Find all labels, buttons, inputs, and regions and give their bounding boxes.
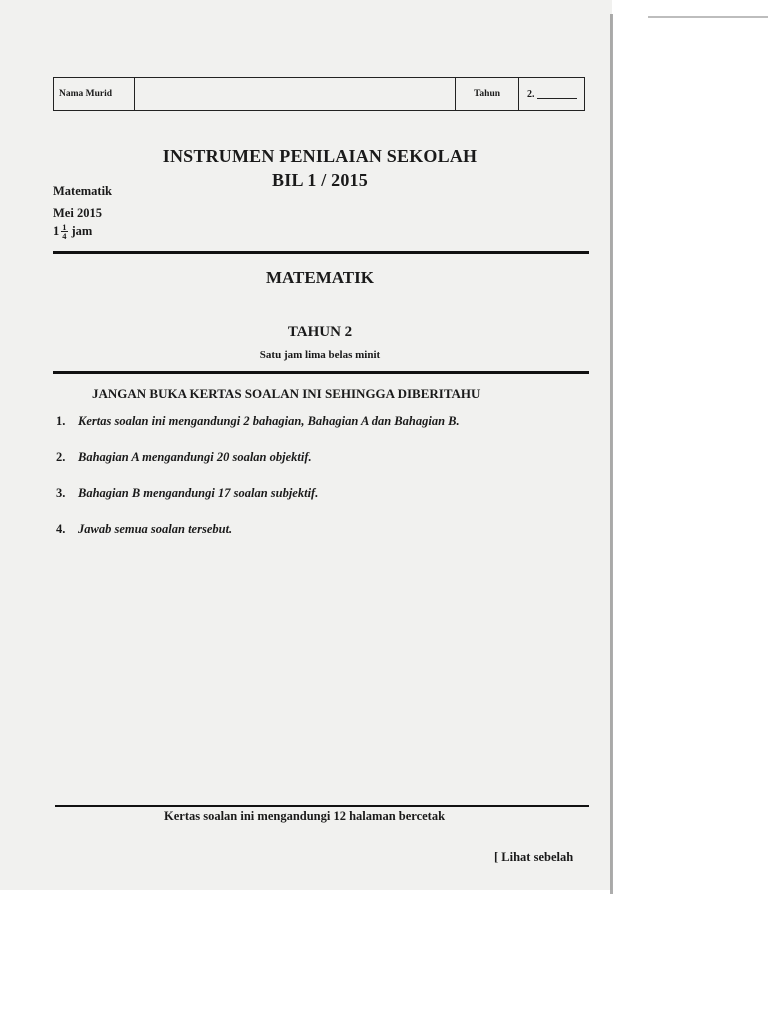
instruction-text: Kertas soalan ini mengandungi 2 bahagian, Bahagian A dan Bahagian B. <box>78 414 460 428</box>
next-page-note: [ Lihat sebelah <box>494 850 574 864</box>
instruction-text: Bahagian A mengandungi 20 soalan objektif. <box>78 450 312 464</box>
paper-edge <box>610 14 613 894</box>
year-heading: TAHUN 2 <box>287 324 353 340</box>
student-name-field[interactable] <box>135 78 456 110</box>
divider-footer <box>55 805 589 807</box>
meta-subject: Matematik <box>53 184 113 198</box>
fraction-numerator: 1 <box>62 222 67 232</box>
instruction-text: Bahagian B mengandungi 17 soalan subjektif. <box>78 486 319 500</box>
instruction-item <box>56 414 460 450</box>
exam-title: INSTRUMEN PENILAIAN SEKOLAH <box>162 146 478 166</box>
instruction-number: 1. <box>56 414 66 428</box>
meta-date: Mei 2015 <box>53 206 102 220</box>
subject-heading: MATEMATIK <box>266 268 374 287</box>
duration-text: Satu jam lima belas minit <box>259 349 381 361</box>
year-label: Tahun <box>456 78 519 110</box>
student-name-label: Nama Murid <box>54 78 135 110</box>
fraction-denominator: 4 <box>62 231 67 241</box>
duration-unit: jam <box>71 224 93 238</box>
divider-top <box>53 251 589 254</box>
instruction-number: 4. <box>56 522 66 536</box>
year-value: 2. <box>527 88 535 100</box>
warning-text: JANGAN BUKA KERTAS SOALAN INI SEHINGGA DIBERITAHU <box>92 386 481 401</box>
scan-artifact <box>648 16 768 18</box>
exam-series: BIL 1 / 2015 <box>272 170 368 190</box>
duration-fraction <box>61 223 67 240</box>
student-info-box <box>53 77 585 111</box>
page-count-note: Kertas soalan ini mengandungi 12 halaman bercetak <box>164 809 446 823</box>
instruction-item <box>56 522 460 558</box>
instructions-list <box>56 414 460 558</box>
instruction-number: 2. <box>56 450 66 464</box>
year-blank-line <box>537 90 577 99</box>
meta-duration <box>53 223 92 240</box>
year-field[interactable] <box>519 78 584 110</box>
divider-middle <box>53 371 589 374</box>
instruction-number: 3. <box>56 486 66 500</box>
instruction-item <box>56 450 460 486</box>
duration-whole: 1 <box>53 224 60 238</box>
instruction-item <box>56 486 460 522</box>
instruction-text: Jawab semua soalan tersebut. <box>78 522 233 536</box>
